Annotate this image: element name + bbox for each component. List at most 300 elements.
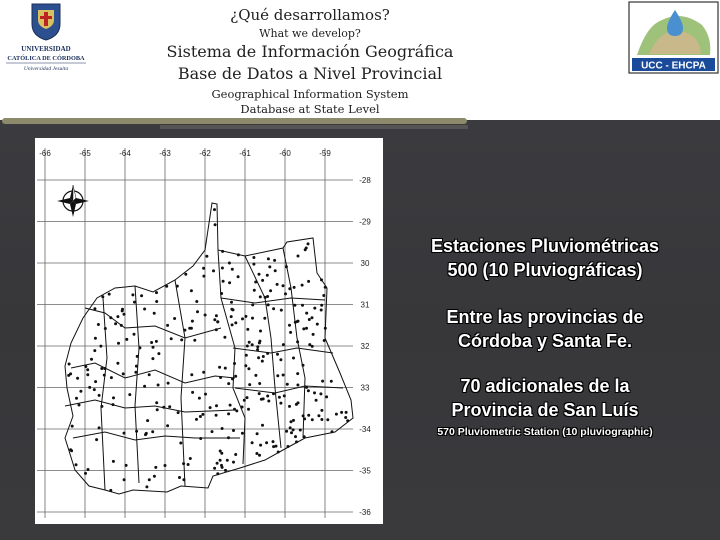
- station-dot: [79, 390, 82, 393]
- station-dot: [215, 404, 218, 407]
- station-dot: [324, 327, 327, 330]
- station-dot: [221, 267, 224, 270]
- station-dot: [276, 283, 279, 286]
- station-dot: [248, 341, 251, 344]
- station-dot: [292, 419, 295, 422]
- station-dot: [176, 285, 179, 288]
- station-dot: [277, 451, 280, 454]
- station-dot: [313, 391, 316, 394]
- station-dot: [202, 275, 205, 278]
- station-dot: [228, 281, 231, 284]
- station-dot: [123, 432, 126, 435]
- station-dot: [227, 412, 230, 415]
- station-dot: [212, 269, 215, 272]
- station-dot: [220, 464, 223, 467]
- logo-line2: CATÓLICA DE CÓRDOBA: [7, 55, 85, 62]
- station-dot: [75, 397, 78, 400]
- logo-line3: Universidad Jesuita: [23, 66, 69, 72]
- station-dot: [299, 429, 302, 432]
- station-dot: [253, 289, 256, 292]
- station-dot: [199, 415, 202, 418]
- station-dot: [317, 414, 320, 417]
- station-dot: [266, 395, 269, 398]
- station-dot: [215, 414, 218, 417]
- station-dot: [219, 459, 222, 462]
- station-dot: [241, 317, 244, 320]
- station-dot: [84, 365, 87, 368]
- station-dot: [295, 440, 298, 443]
- logo-line1: UNIVERSIDAD: [21, 45, 71, 53]
- station-dot: [293, 304, 296, 307]
- station-dot: [112, 403, 115, 406]
- station-dot: [265, 441, 268, 444]
- station-dot: [305, 312, 308, 315]
- station-dot: [114, 322, 117, 325]
- station-dot: [205, 255, 208, 258]
- station-dot: [75, 463, 78, 466]
- station-dot: [255, 452, 258, 455]
- station-dot: [135, 430, 138, 433]
- station-dot: [216, 472, 219, 475]
- station-dot: [104, 327, 107, 330]
- ucc-logo-text: UCC - EHCPA: [641, 60, 706, 72]
- station-dot: [272, 440, 275, 443]
- station-dot: [305, 247, 308, 250]
- station-dot: [228, 262, 231, 265]
- station-dot: [93, 349, 96, 352]
- station-dot: [320, 304, 323, 307]
- station-dot: [282, 343, 285, 346]
- station-dot: [302, 364, 305, 367]
- station-dot: [68, 363, 71, 366]
- station-dot: [93, 307, 96, 310]
- station-dot: [231, 377, 234, 380]
- lat-label: 32: [360, 342, 370, 351]
- station-dot: [256, 432, 259, 435]
- station-dot: [290, 431, 293, 434]
- station-dot: [184, 273, 187, 276]
- station-dot: [280, 309, 283, 312]
- stations-line2: 500 (10 Pluviográficas): [447, 260, 643, 280]
- station-dot: [243, 399, 246, 402]
- lat-label: 31: [360, 300, 370, 310]
- station-dot: [103, 374, 106, 377]
- station-dot: [155, 340, 158, 343]
- station-dot: [269, 289, 272, 292]
- station-dot: [166, 424, 169, 427]
- station-dot: [67, 374, 70, 377]
- station-dot: [173, 317, 176, 320]
- station-dot: [167, 382, 170, 385]
- station-dot: [110, 376, 113, 379]
- station-dot: [335, 413, 338, 416]
- station-dot: [246, 328, 249, 331]
- station-dot: [282, 284, 285, 287]
- station-dot: [320, 278, 323, 281]
- station-dot: [189, 457, 192, 460]
- station-dot: [143, 308, 146, 311]
- province-outlines: [65, 203, 353, 494]
- station-dot: [251, 317, 254, 320]
- station-dot: [267, 257, 270, 260]
- station-dot: [305, 386, 308, 389]
- station-dot: [155, 300, 158, 303]
- header-divider-shadow: [160, 125, 468, 129]
- subtitle-en-2: Database at State Level: [240, 102, 380, 116]
- station-dot: [258, 273, 261, 276]
- compass-rose-icon: [57, 185, 89, 217]
- station-dot: [252, 263, 255, 266]
- station-dot: [99, 345, 102, 348]
- station-dot: [232, 461, 235, 464]
- station-dot: [302, 414, 305, 417]
- station-dot: [209, 406, 212, 409]
- station-dot: [272, 392, 275, 395]
- station-dot: [322, 294, 325, 297]
- station-dot: [259, 330, 262, 333]
- station-dot: [246, 396, 249, 399]
- lon-label: -62: [199, 149, 211, 158]
- station-dot: [221, 250, 224, 253]
- station-dot: [279, 402, 282, 405]
- station-dot: [326, 418, 329, 421]
- station-dot: [221, 427, 224, 430]
- station-dot: [94, 337, 97, 340]
- station-dot: [204, 393, 207, 396]
- station-map-panel: [35, 138, 383, 524]
- station-dot: [276, 353, 279, 356]
- station-dot: [213, 208, 216, 211]
- station-dot: [88, 386, 91, 389]
- station-dot: [307, 280, 310, 283]
- station-dot: [251, 441, 254, 444]
- station-dot: [182, 478, 185, 481]
- station-dot: [311, 418, 314, 421]
- station-dot: [202, 267, 205, 270]
- station-dot: [170, 337, 173, 340]
- station-dot: [234, 453, 237, 456]
- station-dot: [151, 430, 154, 433]
- provinces-line2: Córdoba y Santa Fe.: [457, 331, 633, 351]
- station-dot: [90, 358, 93, 361]
- station-dot: [153, 475, 156, 478]
- station-dot: [285, 265, 288, 268]
- station-dot: [190, 289, 193, 292]
- provinces-text: [405, 305, 685, 353]
- station-dot: [278, 396, 281, 399]
- station-dot: [261, 279, 264, 282]
- station-dot: [284, 292, 287, 295]
- station-dot: [261, 424, 264, 427]
- station-dot: [215, 328, 218, 331]
- station-dot: [218, 366, 221, 369]
- station-dot: [340, 411, 343, 414]
- station-dot: [266, 274, 269, 277]
- station-dot: [155, 291, 158, 294]
- station-dot: [109, 489, 112, 492]
- subtitle-es-2: Base de Datos a Nivel Provincial: [177, 64, 443, 83]
- station-dot: [346, 419, 349, 422]
- station-dot: [241, 406, 244, 409]
- station-dot: [162, 406, 165, 409]
- station-dot: [289, 426, 292, 429]
- station-dot: [289, 331, 292, 334]
- lat-label: 30: [360, 259, 370, 268]
- station-dot: [215, 314, 218, 317]
- station-dot: [241, 432, 244, 435]
- station-dot: [232, 429, 235, 432]
- station-dot: [288, 287, 291, 290]
- station-dot: [263, 317, 266, 320]
- station-dot: [123, 478, 126, 481]
- station-dot: [177, 411, 180, 414]
- station-dot: [275, 445, 278, 448]
- station-dot: [204, 314, 207, 317]
- station-dot: [312, 333, 315, 336]
- san-luis-text: [405, 374, 685, 422]
- station-dot: [103, 367, 106, 370]
- lon-label: -60: [279, 149, 291, 158]
- station-dot: [223, 336, 226, 339]
- station-dot: [136, 355, 139, 358]
- station-dot: [258, 341, 261, 344]
- station-dot: [276, 374, 279, 377]
- station-dot: [264, 296, 267, 299]
- station-dot: [95, 438, 98, 441]
- station-dot: [128, 393, 131, 396]
- station-dot: [237, 275, 240, 278]
- station-dot: [116, 315, 119, 318]
- station-dot: [84, 472, 87, 475]
- station-dot: [254, 374, 257, 377]
- station-dot: [251, 303, 254, 306]
- station-dot: [296, 372, 299, 375]
- station-dot: [301, 304, 304, 307]
- station-dot: [201, 413, 204, 416]
- station-dot: [230, 315, 233, 318]
- station-dot: [285, 430, 288, 433]
- station-dot: [320, 409, 323, 412]
- station-dot: [145, 485, 148, 488]
- station-dot: [116, 362, 119, 365]
- station-dot: [168, 405, 171, 408]
- station-dot: [182, 462, 185, 465]
- station-dot: [308, 343, 311, 346]
- station-dot: [183, 329, 186, 332]
- station-dot: [296, 320, 299, 323]
- station-dot: [331, 430, 334, 433]
- station-dot: [145, 432, 148, 435]
- station-dot: [179, 442, 182, 445]
- station-dot: [294, 435, 297, 438]
- english-summary: 570 Pluviometric Station (10 pluviographic): [437, 426, 653, 438]
- station-dot: [190, 373, 193, 376]
- station-dot: [157, 352, 160, 355]
- station-dot: [319, 392, 322, 395]
- station-dot: [122, 372, 125, 375]
- lat-label: -28: [359, 176, 371, 185]
- page-title-en: What we develop?: [259, 27, 361, 40]
- station-dot: [70, 449, 73, 452]
- station-dot: [251, 343, 254, 346]
- station-dot: [292, 428, 295, 431]
- station-dot: [316, 323, 319, 326]
- lat-label: 33: [360, 383, 370, 393]
- station-dot: [148, 373, 151, 376]
- station-dot: [230, 301, 233, 304]
- station-dot: [233, 408, 236, 411]
- station-dot: [288, 405, 291, 408]
- station-dot: [258, 382, 261, 385]
- station-dot: [233, 362, 236, 365]
- station-dot: [222, 280, 225, 283]
- station-dot: [259, 295, 262, 298]
- station-dot: [224, 367, 227, 370]
- station-dot: [267, 400, 270, 403]
- station-dot: [98, 394, 101, 397]
- station-dot: [213, 467, 216, 470]
- station-dot: [125, 464, 128, 467]
- station-dot: [112, 460, 115, 463]
- station-dot: [121, 309, 124, 312]
- station-dot: [138, 346, 141, 349]
- station-dot: [133, 333, 136, 336]
- station-dot: [220, 292, 223, 295]
- station-dot: [267, 303, 270, 306]
- station-dot: [94, 380, 97, 383]
- station-map: [35, 138, 383, 524]
- station-dot: [303, 435, 306, 438]
- station-dot: [219, 376, 222, 379]
- station-dot: [287, 445, 290, 448]
- station-dot: [193, 339, 196, 342]
- station-dots: [67, 208, 349, 492]
- station-dot: [224, 469, 227, 472]
- station-dot: [153, 312, 156, 315]
- station-dot: [295, 403, 298, 406]
- station-dot: [101, 295, 104, 298]
- station-dot: [246, 345, 249, 348]
- station-dot: [86, 373, 89, 376]
- station-dot: [248, 383, 251, 386]
- station-dot: [154, 466, 157, 469]
- station-dot: [252, 256, 255, 259]
- station-dot: [226, 459, 229, 462]
- station-dot: [313, 307, 316, 310]
- station-dot: [262, 397, 265, 400]
- station-dot: [274, 269, 277, 272]
- station-dot: [199, 437, 202, 440]
- station-dot: [286, 383, 289, 386]
- station-dot: [305, 327, 308, 330]
- station-dot: [195, 418, 198, 421]
- page-title: ¿Qué desarrollamos?: [230, 6, 390, 24]
- station-dot: [244, 364, 247, 367]
- station-dot: [216, 320, 219, 323]
- lat-label: -35: [359, 466, 371, 476]
- station-dot: [330, 380, 333, 383]
- station-dot: [230, 308, 233, 311]
- station-dot: [117, 342, 120, 345]
- station-dot: [259, 444, 262, 447]
- station-dot: [258, 392, 261, 395]
- station-dot: [301, 284, 304, 287]
- station-dot: [150, 341, 153, 344]
- lat-label: -36: [359, 508, 371, 517]
- station-dot: [245, 354, 248, 357]
- stations-heading: [405, 234, 685, 282]
- header-band: [0, 0, 720, 120]
- san-luis-line1: 70 adicionales de la: [460, 376, 630, 396]
- station-dot: [140, 294, 143, 297]
- header-divider: [2, 118, 467, 124]
- station-dot: [86, 368, 89, 371]
- station-dot: [273, 259, 276, 262]
- station-dot: [190, 327, 193, 330]
- station-dot: [198, 397, 201, 400]
- station-dot: [256, 345, 259, 348]
- station-dot: [311, 316, 314, 319]
- station-dot: [87, 468, 90, 471]
- station-dot: [227, 382, 230, 385]
- station-dot: [195, 300, 198, 303]
- station-dot: [229, 404, 232, 407]
- station-dot: [108, 293, 111, 296]
- station-dot: [307, 414, 310, 417]
- station-dot: [303, 417, 306, 420]
- station-dot: [279, 358, 282, 361]
- station-dot: [148, 478, 151, 481]
- station-dot: [196, 310, 199, 313]
- station-dot: [191, 320, 194, 323]
- station-dot: [288, 324, 291, 327]
- station-dot: [307, 389, 310, 392]
- station-dot: [266, 352, 269, 355]
- station-dot: [296, 384, 299, 387]
- station-dot: [166, 324, 169, 327]
- station-dot: [324, 286, 327, 289]
- station-dot: [134, 371, 137, 374]
- station-dot: [268, 265, 271, 268]
- ucc-ehcpa-logo: [627, 0, 720, 75]
- lat-label: -34: [359, 425, 371, 434]
- stations-line1: Estaciones Pluviométricas: [430, 236, 660, 256]
- station-dot: [262, 355, 265, 358]
- station-dot: [187, 463, 190, 466]
- station-dot: [109, 316, 112, 319]
- station-dot: [97, 323, 100, 326]
- station-dot: [254, 281, 257, 284]
- station-dot: [157, 384, 160, 387]
- station-dot: [302, 327, 305, 330]
- station-dot: [345, 411, 348, 414]
- station-dot: [247, 367, 250, 370]
- lon-label: -64: [119, 149, 131, 158]
- station-dot: [120, 324, 123, 327]
- station-dot: [98, 426, 101, 429]
- station-dot: [231, 268, 234, 271]
- station-dot: [323, 339, 326, 342]
- subtitle-es-1: Sistema de Información Geográfica: [166, 42, 454, 61]
- subtitle-en-1: Geographical Information System: [211, 87, 409, 101]
- station-dot: [297, 255, 300, 258]
- station-dot: [133, 301, 136, 304]
- lon-label: -59: [319, 149, 331, 158]
- station-dot: [112, 396, 115, 399]
- station-dot: [234, 375, 237, 378]
- station-dot: [227, 436, 230, 439]
- station-dot: [257, 356, 260, 359]
